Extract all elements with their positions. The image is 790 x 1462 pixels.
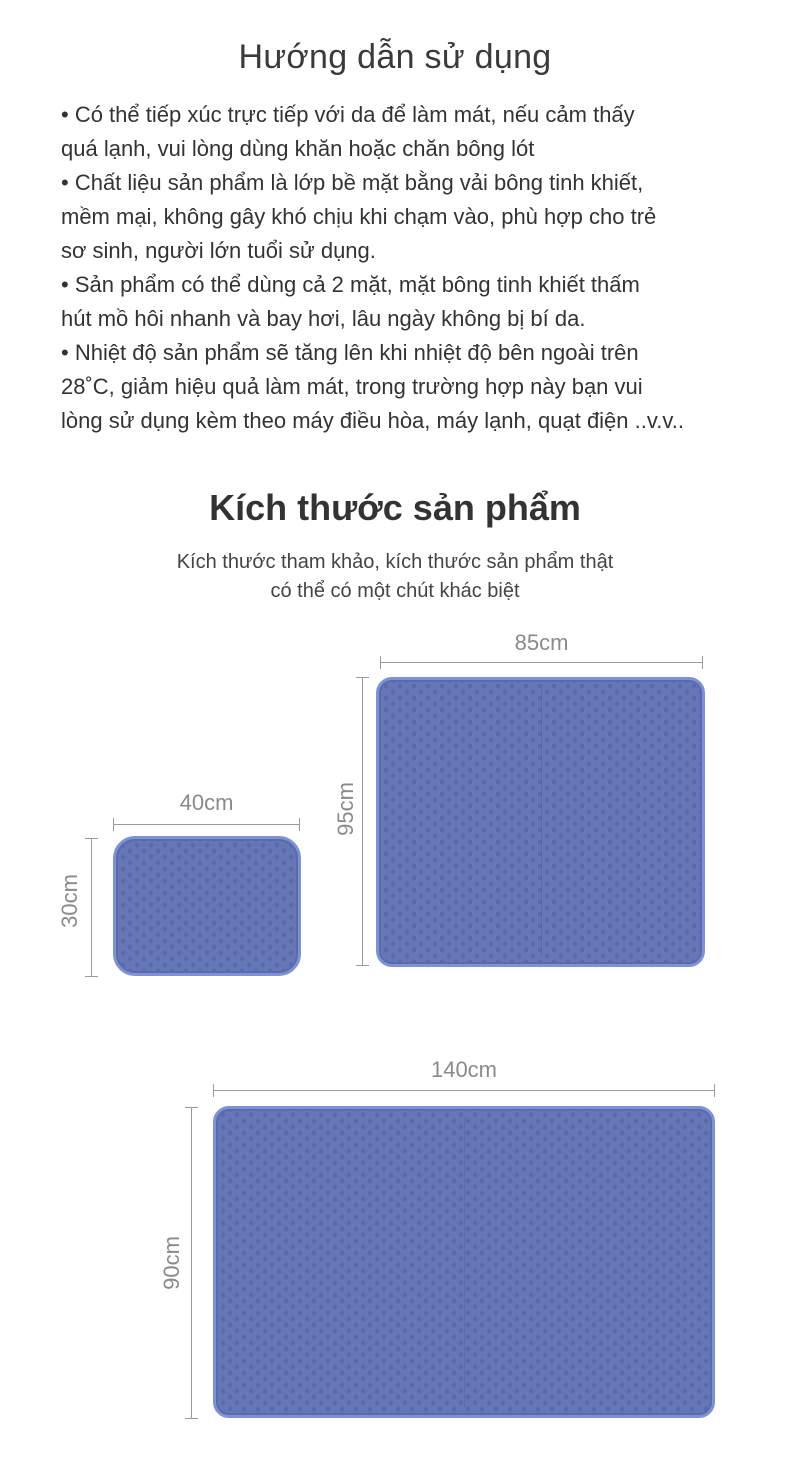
large-height-line — [191, 1107, 192, 1419]
medium-height-line — [362, 677, 363, 965]
usage-line: • Sản phẩm có thể dùng cả 2 mặt, mặt bông tinh khiết thấm — [61, 272, 640, 297]
size-subtitle-line: có thể có một chút khác biệt — [270, 580, 520, 602]
mat-seam — [464, 1117, 465, 1407]
dimension-tick — [213, 1084, 214, 1097]
usage-line: mềm mại, không gây khó chịu khi chạm vào, phù hợp cho trẻ — [61, 204, 657, 229]
dimension-tick — [702, 656, 703, 669]
dimension-tick — [356, 965, 369, 966]
usage-text — [61, 98, 761, 438]
usage-line: • Chất liệu sản phẩm là lớp bề mặt bằng vải bông tinh khiết, — [61, 170, 644, 195]
large-height-label: 90cm — [159, 1236, 184, 1290]
medium-width-label: 85cm — [514, 630, 569, 655]
medium-mat-image — [376, 677, 705, 967]
small-height-label: 30cm — [57, 874, 82, 928]
dimension-tick — [356, 677, 369, 678]
large-width-line — [213, 1090, 715, 1091]
usage-line: 28˚C, giảm hiệu quả làm mát, trong trường hợp này bạn vui — [61, 374, 643, 399]
usage-line: • Có thể tiếp xúc trực tiếp với da để làm mát, nếu cảm thấy — [61, 102, 635, 127]
usage-line: hút mồ hôi nhanh và bay hơi, lâu ngày không bị bí da. — [61, 306, 586, 331]
small-width-line — [113, 824, 300, 825]
dimension-tick — [113, 818, 114, 831]
large-width-label: 140cm — [430, 1057, 498, 1082]
usage-line: • Nhiệt độ sản phẩm sẽ tăng lên khi nhiệt độ bên ngoài trên — [61, 340, 639, 365]
medium-height-label: 95cm — [333, 782, 358, 836]
usage-line: sơ sinh, người lớn tuổi sử dụng. — [61, 238, 376, 263]
usage-title: Hướng dẫn sử dụng — [238, 38, 552, 76]
small-width-label: 40cm — [179, 790, 234, 815]
large-mat-image — [213, 1106, 715, 1418]
usage-line: lòng sử dụng kèm theo máy điều hòa, máy lạnh, quạt điện ..v.v.. — [61, 408, 684, 433]
usage-line: quá lạnh, vui lòng dùng khăn hoặc chăn bông lót — [61, 136, 535, 161]
size-subtitle — [0, 548, 790, 606]
size-subtitle-line: Kích thước tham khảo, kích thước sản phẩm thật — [176, 551, 614, 573]
medium-width-line — [380, 662, 703, 663]
dimension-tick — [185, 1418, 198, 1419]
dimension-tick — [185, 1107, 198, 1108]
size-title: Kích thước sản phẩm — [209, 487, 581, 528]
small-height-line — [91, 838, 92, 976]
dimension-tick — [85, 976, 98, 977]
dimension-tick — [85, 838, 98, 839]
mat-seam — [541, 688, 542, 956]
dimension-tick — [380, 656, 381, 669]
dimension-tick — [299, 818, 300, 831]
small-mat-image — [113, 836, 301, 976]
dimension-tick — [714, 1084, 715, 1097]
